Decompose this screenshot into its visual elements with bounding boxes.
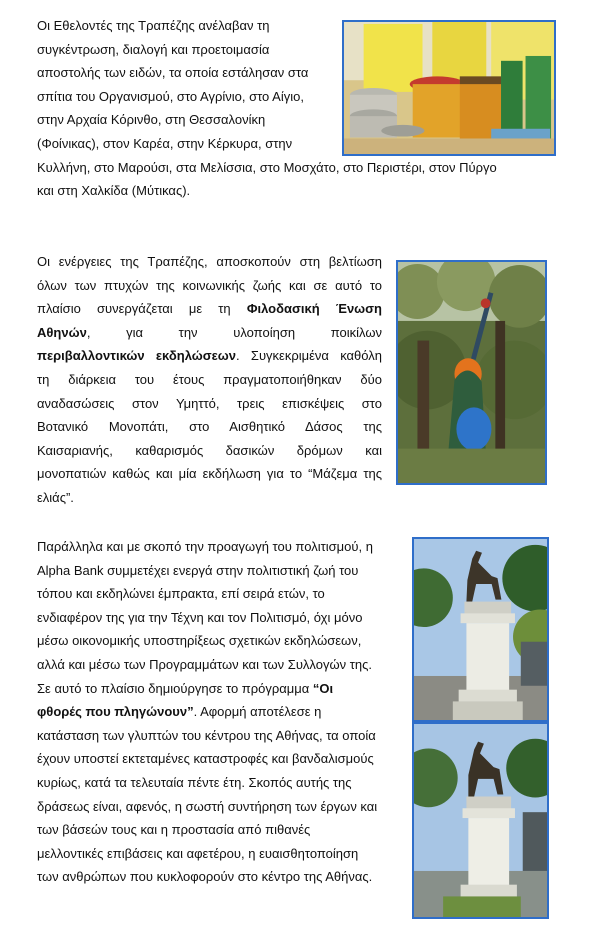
paragraph-environment <box>37 250 382 510</box>
text-line: συγκέντρωση, διαλογή και προετοιμασία <box>37 41 270 57</box>
highlight-organization: Αθηνών <box>37 324 87 340</box>
text-span: . Αφορμή αποτέλεσε η <box>193 704 322 720</box>
text-line: μονοπατιών καθώς και μία εκδήλωση για το “Μάζεμα της <box>37 466 382 482</box>
text-line: Οι Εθελοντές της Τραπέζης ανέλαβαν τη <box>37 18 270 33</box>
text-line: των βάσεών τους και η προστασία από πιθανές <box>37 822 311 838</box>
text-line: ελιάς”. <box>37 489 74 505</box>
text-line: τόπου και εκδηλώνει έμπρακτα, επί σειρά ετών, το <box>37 586 325 602</box>
paragraph-culture <box>37 535 407 889</box>
text-line <box>37 297 382 321</box>
text-line: κυρίως, κατά τα τελευταία πέντε έτη. Σκοπός αυτής της <box>37 774 352 790</box>
highlight-organization: Φιλοδασική Ένωση <box>246 301 382 317</box>
text-line <box>37 700 407 724</box>
text-line: δράσεως είναι, αφενός, η σωστή συντήρηση των έργων και <box>37 798 378 814</box>
text-line: των ανθρώπων που κυκλοφορούν στο κέντρο της Αθήνας. <box>37 869 373 885</box>
text-line: σπίτια του Οργανισμού, στο Αγρίνιο, στο Αίγιο, <box>37 88 304 104</box>
text-line: (Φοίνικας), στον Καρέα, στην Κέρκυρα, στην <box>37 135 293 151</box>
text-line: μελλοντικές επιβάσεις και αφετέρου, η ευαισθητοποίηση <box>37 845 359 861</box>
deer-statue-photo <box>412 722 549 919</box>
highlight-program: φθορές που πληγώνουν” <box>37 704 194 720</box>
text-span: . Συγκεκριμένα καθόλη <box>236 348 382 364</box>
text-line: όλων των πτυχών της κοινωνικής ζωής και σε αυτό το <box>37 277 382 293</box>
highlight-events: περιβαλλοντικών εκδηλώσεων <box>37 348 237 364</box>
text-line: Κυλλήνη, στο Μαρούσι, στα Μελίσσια, στο Μοσχάτο, στο Περιστέρι, στον Πύργο <box>37 159 497 175</box>
text-line: μέσω οικονομικής υποστηρίξεως σχετικών εκδηλώσεων, <box>37 633 362 649</box>
text-span: πλαίσιο συνεργάζεται με τη <box>37 301 247 317</box>
text-line <box>37 344 382 368</box>
text-span: , για την υλοποίηση ποικίλων <box>86 324 382 340</box>
text-line: Βοτανικό Μονοπάτι, στο Αισθητικό Δάσος της <box>37 419 382 435</box>
highlight-program: “Οι <box>312 680 334 696</box>
text-line: έχουν υποστεί εκτεταμένες καταστροφές και βανδαλισμούς <box>37 751 374 767</box>
text-line: Οι ενέργειες της Τραπέζης, αποσκοπούν στη βελτίωση <box>37 254 382 269</box>
text-line: αναδασώσεις στον Υμηττό, τρεις επισκέψεις στο <box>37 395 382 411</box>
text-line: αποστολής των ειδών, τα οποία εστάλησαν στα <box>37 65 309 81</box>
text-line <box>37 321 382 345</box>
text-span: Σε αυτό το πλαίσιο δημιούργησε το πρόγραμμα <box>37 680 313 696</box>
text-line: τη διάρκεια του έτους πραγματοποιήθηκαν δύο <box>37 371 382 387</box>
text-line <box>37 677 407 701</box>
text-line: και στη Χαλκίδα (Μύτικας). <box>37 183 191 199</box>
text-line: κατάσταση των γλυπτών του κέντρου της Αθήνας, τα οποία <box>37 727 376 743</box>
text-line: στην Αρχαία Κόρινθο, στη Θεσσαλονίκη <box>37 112 266 128</box>
text-line: ενδιαφέρον της για την Τέχνη και τον Πολιτισμό, όχι μόνο <box>37 609 363 625</box>
deer-statue-photo <box>412 537 549 722</box>
food-packages-photo <box>342 20 556 156</box>
text-line: αλλά και μέσω των Προγραμμάτων και των Συλλογών της. <box>37 656 372 672</box>
olive-harvest-photo <box>396 260 547 485</box>
text-line: Καισαριανής, καθαρισμός δασικών δρόμων και <box>37 442 382 458</box>
text-line: Παράλληλα και με σκοπό την προαγωγή του πολιτισμού, η <box>37 539 373 554</box>
text-line: Alpha Bank συμμετέχει ενεργά στην πολιτιστική ζωή του <box>37 562 359 578</box>
